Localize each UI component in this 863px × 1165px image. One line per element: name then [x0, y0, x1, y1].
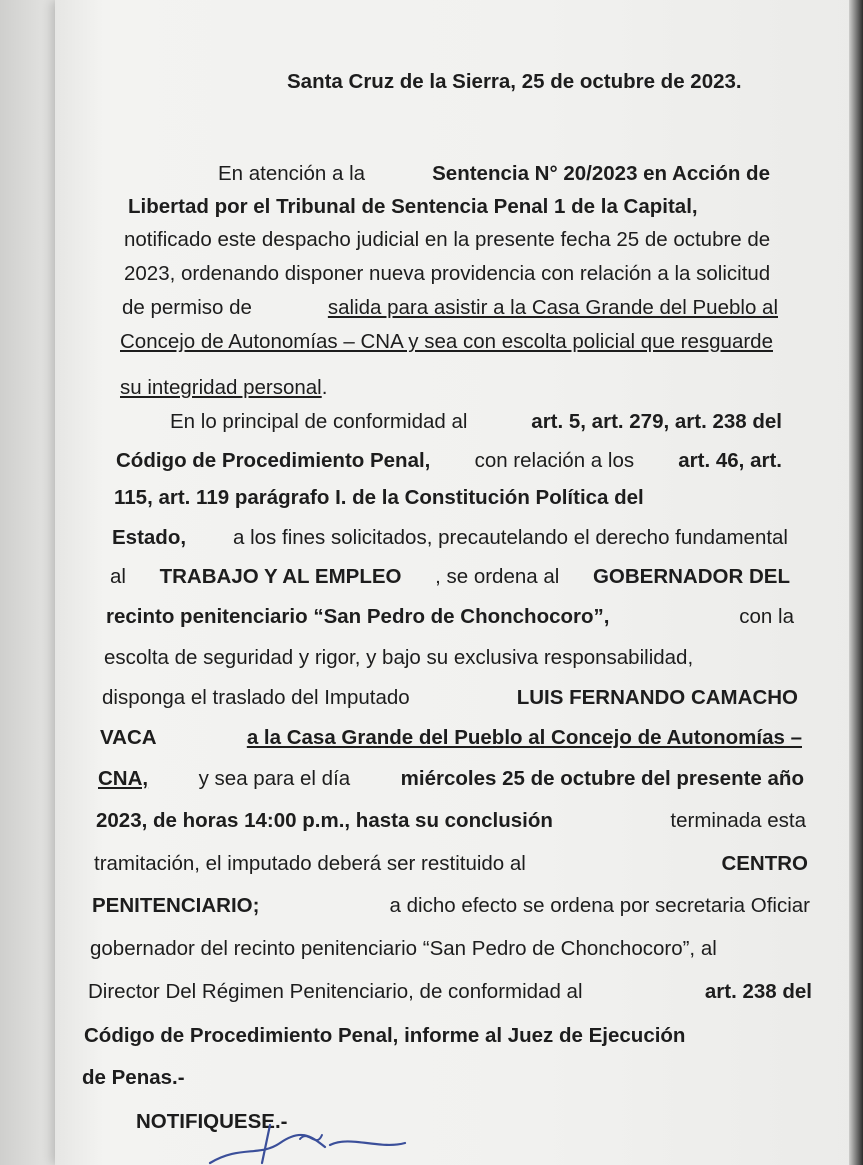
- paragraph-line: 2023, ordenando disponer nueva providencia con relación a la solicitud: [124, 262, 771, 285]
- closing-notifiquese: NOTIFIQUESE.-: [136, 1110, 288, 1133]
- paragraph-line: gobernador del recinto penitenciario “San Pedro de Chonchocoro”, al: [90, 937, 717, 960]
- paragraph-line: de permiso de salida para asistir a la Casa Grande del Pueblo al: [122, 296, 778, 319]
- paragraph-line: notificado este despacho judicial en la presente fecha 25 de octubre de: [124, 228, 771, 251]
- paragraph-line: PENITENCIARIO; a dicho efecto se ordena por secretaria Oficiar: [92, 894, 810, 917]
- paragraph-line: al TRABAJO Y AL EMPLEO , se ordena al GOBERNADOR DEL: [110, 565, 790, 588]
- paragraph-line: En atención a la Sentencia N° 20/2023 en Acción de: [218, 162, 770, 185]
- paragraph-line: Concejo de Autonomías – CNA y sea con escolta policial que resguarde: [120, 330, 773, 353]
- handwritten-signature: [150, 1105, 410, 1165]
- paragraph-line: Código de Procedimiento Penal, informe al Juez de Ejecución: [84, 1024, 686, 1047]
- paragraph-line: 115, art. 119 parágrafo I. de la Constitución Política del: [114, 486, 644, 509]
- paragraph-line: su integridad personal .: [120, 376, 328, 399]
- paragraph-line: CNA, y sea para el día miércoles 25 de octubre del presente año: [98, 767, 804, 790]
- paragraph-line: tramitación, el imputado deberá ser restituido al CENTRO: [94, 852, 808, 875]
- paragraph-line: recinto penitenciario “San Pedro de Chonchocoro”, con la: [106, 605, 794, 628]
- paragraph-line: VACA a la Casa Grande del Pueblo al Concejo de Autonomías –: [100, 726, 802, 749]
- paragraph-line: En lo principal de conformidad al art. 5, art. 279, art. 238 del: [170, 410, 782, 433]
- paragraph-line: Libertad por el Tribunal de Sentencia Penal 1 de la Capital,: [128, 195, 698, 218]
- date-line: Santa Cruz de la Sierra, 25 de octubre de 2023.: [287, 70, 742, 93]
- paragraph-line: Código de Procedimiento Penal, con relación a los art. 46, art.: [116, 449, 782, 472]
- paragraph-line: 2023, de horas 14:00 p.m., hasta su conclusión terminada esta: [96, 809, 806, 832]
- paragraph-line: Estado, a los fines solicitados, precautelando el derecho fundamental: [112, 526, 788, 549]
- paragraph-line: escolta de seguridad y rigor, y bajo su exclusiva responsabilidad,: [104, 646, 694, 669]
- paragraph-line: Director Del Régimen Penitenciario, de conformidad al art. 238 del: [88, 980, 812, 1003]
- paragraph-line: de Penas.-: [82, 1066, 185, 1089]
- paragraph-line: disponga el traslado del Imputado LUIS FERNANDO CAMACHO: [102, 686, 798, 709]
